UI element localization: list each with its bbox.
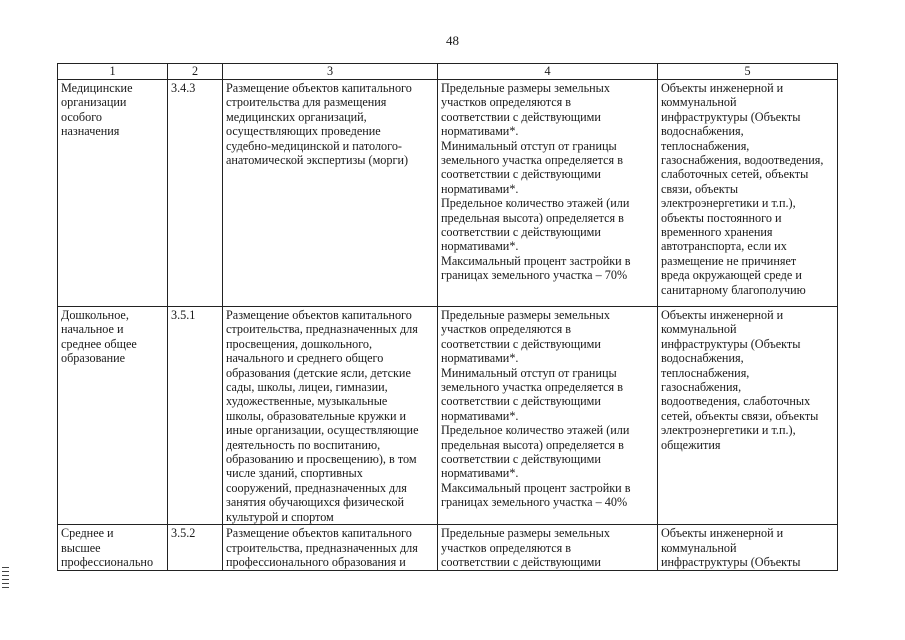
page-number: 48 xyxy=(446,33,459,48)
use-name-cell xyxy=(58,307,168,525)
parameters-cell xyxy=(438,525,658,571)
auxiliary-uses-cell xyxy=(658,307,838,525)
permitted-use-table xyxy=(57,63,838,571)
parameters-cell xyxy=(438,307,658,525)
auxiliary-uses-text: Объекты инженерной и коммунальной инфраструктуры (Объекты xyxy=(661,526,801,569)
auxiliary-uses-text: Объекты инженерной и коммунальной инфраструктуры (Объекты водоснабжения, теплоснабжения, газоснабжения, водоотведения, слаботочных сетей, объекты связи, объекты электроэнергетики и т.п.), общежития xyxy=(661,308,819,452)
table-row xyxy=(58,307,838,525)
table-row xyxy=(58,525,838,571)
auxiliary-uses-cell xyxy=(658,80,838,307)
column-header: 2 xyxy=(168,64,223,80)
use-name-cell xyxy=(58,525,168,571)
use-code-text: 3.5.2 xyxy=(171,526,196,541)
use-name-text: Дошкольное, начальное и среднее общее образование xyxy=(61,308,137,366)
column-header: 4 xyxy=(438,64,658,80)
use-description-text: Размещение объектов капитального строительства, предназначенных для профессионального образования и xyxy=(226,526,418,569)
column-header: 3 xyxy=(223,64,438,80)
use-code-text: 3.5.1 xyxy=(171,308,196,322)
use-code-cell xyxy=(168,525,223,571)
use-description-cell xyxy=(223,307,438,525)
use-code-text: 3.4.3 xyxy=(171,81,196,95)
parameters-text: Предельные размеры земельных участков определяются в соответствии с действующими нормативами*. Минимальный отступ от границы земельного участка определяется в соответствии с действующими нормативами*. Предельное количество этажей (или предельная высота) определяется в соответствии с действующими нормативами*. Максимальный процент застройки в границах земельного участка – 70% xyxy=(441,81,631,283)
table-header-row xyxy=(58,64,838,80)
table-row xyxy=(58,80,838,307)
use-name-text: Среднее и высшее профессионально xyxy=(61,526,154,569)
use-code-cell xyxy=(168,307,223,525)
column-header: 1 xyxy=(58,64,168,80)
use-name-cell xyxy=(58,80,168,307)
auxiliary-uses-text: Объекты инженерной и коммунальной инфраструктуры (Объекты водоснабжения, теплоснабжения, газоснабжения, водоотведения, слаботочных сетей, объекты связи, объекты электроэнергетики и т.п.), объекты постоянного и временного хранения автотранспорта, если их размещение не причиняет вреда окружающей среде и санитарному благополучию xyxy=(661,81,824,297)
auxiliary-uses-cell xyxy=(658,525,838,571)
parameters-cell xyxy=(438,80,658,307)
use-description-text: Размещение объектов капитального строительства, предназначенных для просвещения, дошкольного, начального и среднего общего образования (детские ясли, детские сады, школы, лицеи, гимназии, художественные, музыкальные школы, образовательные кружки и иные организации, осуществляющие деятельность по воспитанию, образованию и просвещению), в том числе зданий, спортивных сооружений, предназначенных для занятия обучающихся физической культурой и спортом xyxy=(226,308,419,524)
parameters-text: Предельные размеры земельных участков определяются в соответствии с действующими xyxy=(441,526,610,569)
use-description-text: Размещение объектов капитального строительства для размещения медицинских организаций, осуществляющих проведение судебно-медицинской и патолого- анатомической экспертизы (морги) xyxy=(226,81,412,168)
use-code-cell xyxy=(168,80,223,307)
column-header: 5 xyxy=(658,64,838,80)
use-name-text: Медицинские организации особого назначения xyxy=(61,81,133,139)
use-description-cell xyxy=(223,525,438,571)
parameters-text: Предельные размеры земельных участков определяются в соответствии с действующими нормативами*. Минимальный отступ от границы земельного участка определяется в соответствии с действующими нормативами*. Предельное количество этажей (или предельная высота) определяется в соответствии с действующими нормативами*. Максимальный процент застройки в границах земельного участка – 40% xyxy=(441,308,631,510)
use-description-cell xyxy=(223,80,438,307)
binding-edge-marks xyxy=(2,567,9,591)
